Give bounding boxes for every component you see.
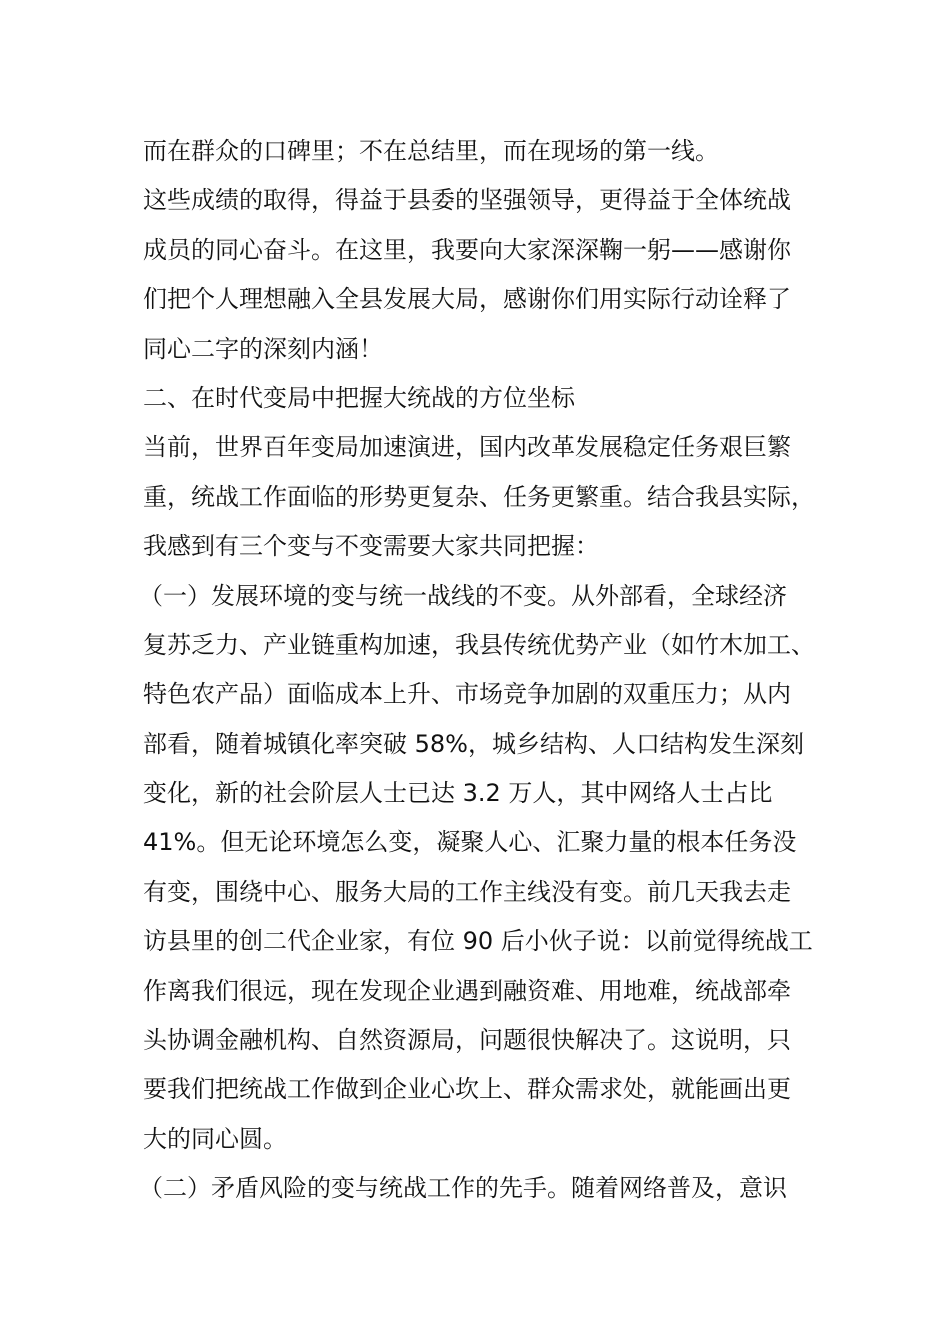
text-line: 我感到有三个变与不变需要大家共同把握：	[143, 532, 599, 561]
section-heading: 二、在时代变局中把握大统战的方位坐标	[143, 383, 575, 412]
subsection-line: （二）矛盾风险的变与统战工作的先手。随着网络普及，意识	[139, 1174, 787, 1203]
text-line: 这些成绩的取得，得益于县委的坚强领导，更得益于全体统战	[143, 186, 791, 215]
text-line: 有变，围绕中心、服务大局的工作主线没有变。前几天我去走	[143, 877, 791, 906]
subsection-line: （一）发展环境的变与统一战线的不变。从外部看，全球经济	[139, 581, 787, 610]
text-line: 们把个人理想融入全县发展大局，感谢你们用实际行动诠释了	[143, 285, 791, 314]
text-line: 当前，世界百年变局加速演进，国内改革发展稳定任务艰巨繁	[143, 433, 791, 462]
text-line: 大的同心圆。	[143, 1124, 287, 1153]
body-text	[139, 127, 843, 1214]
text-line: 部看，随着城镇化率突破 58%，城乡结构、人口结构发生深刻	[143, 729, 804, 758]
text-line: 复苏乏力、产业链重构加速，我县传统优势产业（如竹木加工、	[143, 630, 815, 659]
text-line: 头协调金融机构、自然资源局，问题很快解决了。这说明，只	[143, 1026, 791, 1055]
text-line: 访县里的创二代企业家，有位 90 后小伙子说：以前觉得统战工	[143, 927, 813, 956]
text-line: 同心二字的深刻内涵！	[143, 334, 383, 363]
text-line: 特色农产品）面临成本上升、市场竞争加剧的双重压力；从内	[143, 680, 791, 709]
text-line: 而在群众的口碑里；不在总结里，而在现场的第一线。	[143, 137, 719, 165]
text-line: 重，统战工作面临的形势更复杂、任务更繁重。结合我县实际，	[143, 482, 815, 511]
text-line: 作离我们很远，现在发现企业遇到融资难、用地难，统战部牵	[143, 976, 791, 1005]
text-line: 41%。但无论环境怎么变，凝聚人心、汇聚力量的根本任务没	[143, 828, 797, 857]
text-line: 要我们把统战工作做到企业心坎上、群众需求处，就能画出更	[143, 1075, 791, 1104]
text-line: 变化，新的社会阶层人士已达 3.2 万人，其中网络人士占比	[143, 779, 773, 808]
text-line: 成员的同心奋斗。在这里，我要向大家深深鞠一躬——感谢你	[143, 235, 791, 264]
